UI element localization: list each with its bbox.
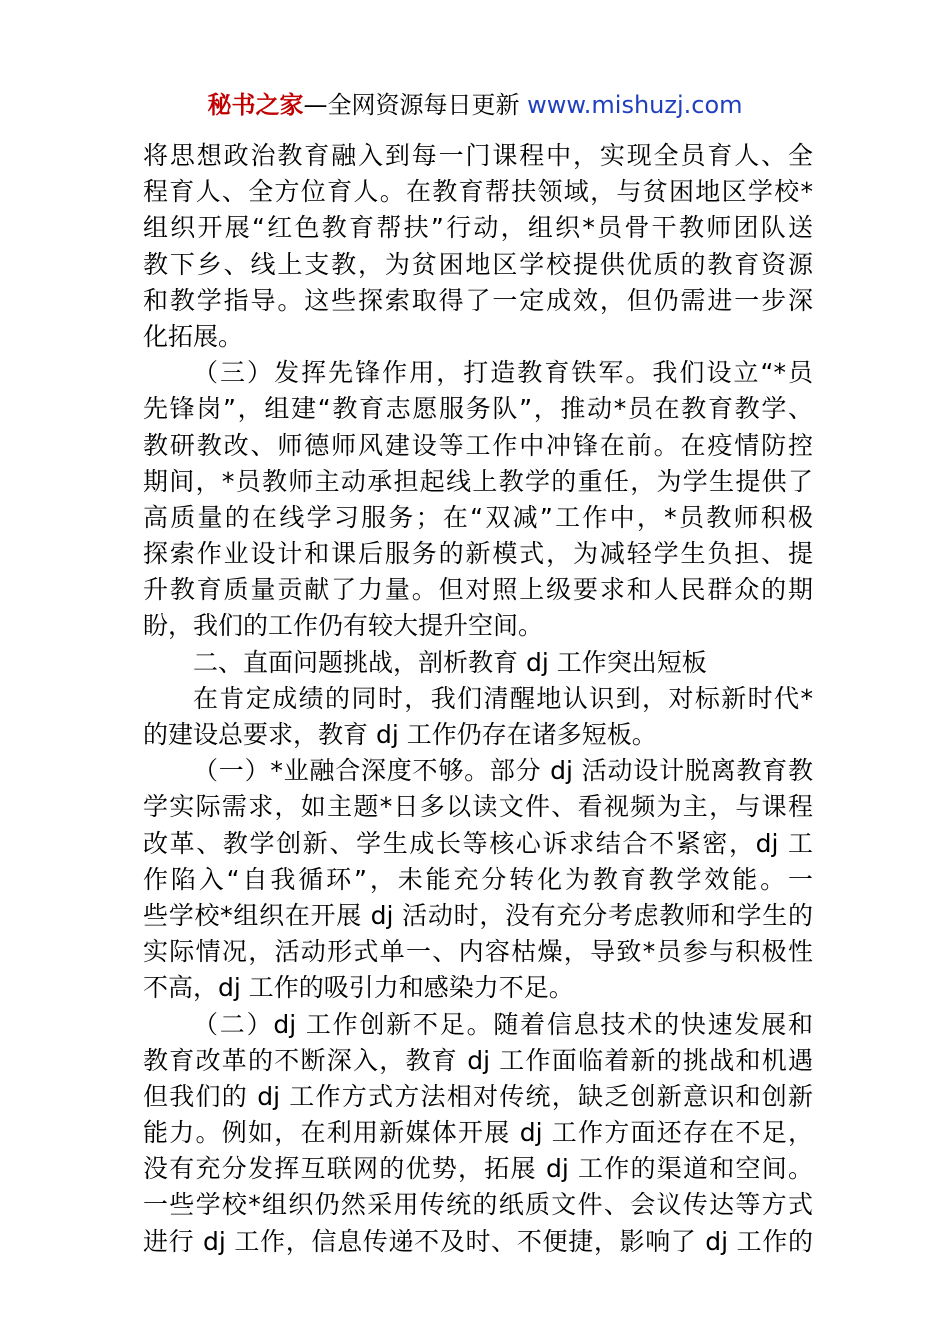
text-line: 教下乡、线上支教，为贫困地区学校提供优质的教育资源 [143,249,813,279]
text-line: （二）dj 工作创新不足。随着信息技术的快速发展和 [193,1009,813,1039]
text-line: 实际情况，活动形式单一、内容枯燥，导致*员参与积极性 [143,937,813,967]
brand-name: 秘书之家 [207,91,304,119]
text-line: 探索作业设计和课后服务的新模式，为减轻学生负担、提 [143,539,813,569]
text-line: 一些学校*组织仍然采用传统的纸质文件、会议传达等方式 [143,1190,813,1220]
text-line: 些学校*组织在开展 dj 活动时，没有充分考虑教师和学生的 [143,900,813,930]
page-header [0,88,950,122]
document-body [143,138,813,1260]
section-heading: 二、直面问题挑战，剖析教育 dj 工作突出短板 [193,647,707,677]
text-line: 升教育质量贡献了力量。但对照上级要求和人民群众的期 [143,575,813,605]
text-line: 将思想政治教育融入到每一门课程中，实现全员育人、全 [143,141,813,170]
text-line: （三）发挥先锋作用，打造教育铁军。我们设立“*员 [193,358,813,388]
text-line: 组织开展“红色教育帮扶”行动，组织*员骨干教师团队送 [143,213,813,243]
text-line: 在肯定成绩的同时，我们清醒地认识到，对标新时代* [193,683,813,713]
text-line: 进行 dj 工作，信息传递不及时、不便捷，影响了 dj 工作的 [143,1226,813,1256]
text-line: 先锋岗”，组建“教育志愿服务队”，推动*员在教育教学、 [143,394,813,424]
text-line: 教研教改、师德师风建设等工作中冲锋在前。在疫情防控 [143,430,813,460]
text-line: 程育人、全方位育人。在教育帮扶领域，与贫困地区学校* [143,177,813,207]
text-line: 和教学指导。这些探索取得了一定成效，但仍需进一步深 [143,285,813,315]
text-line: 化拓展。 [143,321,244,351]
text-line: 没有充分发挥互联网的优势，拓展 dj 工作的渠道和空间。 [143,1154,813,1184]
text-line: 改革、教学创新、学生成长等核心诉求结合不紧密，dj 工 [143,828,813,858]
text-line: 能力。例如，在利用新媒体开展 dj 工作方面还存在不足， [143,1118,813,1148]
text-line: 作陷入“自我循环”，未能充分转化为教育教学效能。一 [143,864,813,894]
text-line: 学实际需求，如主题*日多以读文件、看视频为主，与课程 [143,792,813,822]
text-line: 的建设总要求，教育 dj 工作仍存在诸多短板。 [143,720,657,749]
site-url: www.mishuzj.com [527,91,743,119]
text-line: 但我们的 dj 工作方式方法相对传统，缺乏创新意识和创新 [143,1081,813,1111]
text-line: 盼，我们的工作仍有较大提升空间。 [143,611,544,641]
header-tagline: —全网资源每日更新 [303,91,528,119]
text-line: 教育改革的不断深入，教育 dj 工作面临着新的挑战和机遇 [143,1045,813,1075]
text-line: 期间，*员教师主动承担起线上教学的重任，为学生提供了 [143,466,813,496]
text-line: （一）*业融合深度不够。部分 dj 活动设计脱离教育教 [193,756,813,786]
text-line: 不高，dj 工作的吸引力和感染力不足。 [143,973,574,1003]
text-line: 高质量的在线学习服务；在“双减”工作中，*员教师积极 [143,502,813,532]
